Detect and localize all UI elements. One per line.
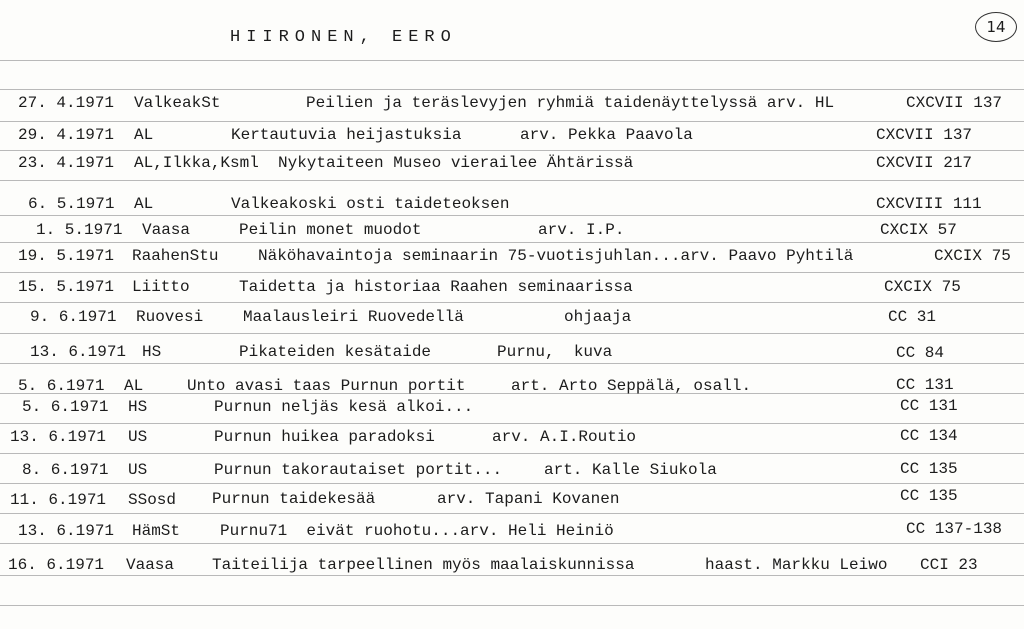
entry-ref: CXCIX 75 bbox=[934, 247, 1011, 265]
entry-author: art. Arto Seppälä, osall. bbox=[511, 377, 752, 395]
entry-source: RaahenStu bbox=[132, 247, 219, 265]
entry-ref: CC 84 bbox=[896, 344, 945, 362]
entry-date: 23. 4.1971 bbox=[18, 154, 115, 172]
entry-ref: CC 134 bbox=[900, 427, 958, 445]
entry-date: 13. 6.1971 bbox=[10, 428, 107, 446]
entry-source: SSosd bbox=[128, 491, 177, 509]
entry-date: 5. 6.1971 bbox=[22, 398, 109, 416]
entry-source: AL bbox=[124, 377, 144, 395]
entry-title: Purnun takorautaiset portit... bbox=[214, 461, 503, 479]
entry-title: Valkeakoski osti taideteoksen bbox=[231, 195, 510, 213]
entry-title: Peilin monet muodot bbox=[239, 221, 422, 239]
ruled-line bbox=[0, 605, 1024, 606]
entry-source: US bbox=[128, 428, 148, 446]
ruled-line bbox=[0, 333, 1024, 334]
entry-date: 15. 5.1971 bbox=[18, 278, 115, 296]
entry-title: Pikateiden kesätaide bbox=[239, 343, 432, 361]
entry-title: Purnun taidekesää bbox=[212, 490, 376, 508]
entry-date: 9. 6.1971 bbox=[30, 308, 117, 326]
entry-title: Maalausleiri Ruovedellä bbox=[243, 308, 464, 326]
entry-date: 1. 5.1971 bbox=[36, 221, 123, 239]
ruled-line bbox=[0, 363, 1024, 364]
entry-source: AL,Ilkka,Ksml bbox=[134, 154, 259, 172]
entry-ref: CXCIX 57 bbox=[880, 221, 957, 239]
entry-ref: CC 31 bbox=[888, 308, 937, 326]
entry-author: arv. Pekka Paavola bbox=[520, 126, 693, 144]
entry-title: Kertautuvia heijastuksia bbox=[231, 126, 462, 144]
entry-ref: CC 135 bbox=[900, 460, 958, 478]
entry-source: Ruovesi bbox=[136, 308, 204, 326]
entry-title: Unto avasi taas Purnun portit bbox=[187, 377, 466, 395]
entry-date: 11. 6.1971 bbox=[10, 491, 107, 509]
ruled-line bbox=[0, 575, 1024, 576]
entry-date: 6. 5.1971 bbox=[28, 195, 115, 213]
entry-ref: CXCVII 137 bbox=[876, 126, 973, 144]
entry-date: 13. 6.1971 bbox=[30, 343, 127, 361]
ruled-line bbox=[0, 242, 1024, 243]
ruled-line bbox=[0, 272, 1024, 273]
entry-source: Vaasa bbox=[126, 556, 175, 574]
entry-ref: CXCIX 75 bbox=[884, 278, 961, 296]
entry-author: arv. Tapani Kovanen bbox=[437, 490, 620, 508]
entry-source: HS bbox=[142, 343, 162, 361]
entry-author: arv. A.I.Routio bbox=[492, 428, 637, 446]
entry-date: 19. 5.1971 bbox=[18, 247, 115, 265]
ruled-line bbox=[0, 483, 1024, 484]
ruled-line bbox=[0, 60, 1024, 61]
entry-ref: CXCVIII 111 bbox=[876, 195, 982, 213]
entry-date: 8. 6.1971 bbox=[22, 461, 109, 479]
entry-ref: CXCVII 217 bbox=[876, 154, 973, 172]
card-title: HIIRONEN, EERO bbox=[230, 28, 457, 47]
entry-source: HS bbox=[128, 398, 148, 416]
entry-author: art. Kalle Siukola bbox=[544, 461, 717, 479]
entry-ref: CXCVII 137 bbox=[906, 94, 1003, 112]
entry-ref: CCI 23 bbox=[920, 556, 978, 574]
ruled-line bbox=[0, 543, 1024, 544]
ruled-line bbox=[0, 513, 1024, 514]
entry-ref: CC 137-138 bbox=[906, 520, 1003, 538]
entry-ref: CC 131 bbox=[896, 376, 954, 394]
ruled-line bbox=[0, 121, 1024, 122]
entry-ref: CC 131 bbox=[900, 397, 958, 415]
entry-title: Taiteilija tarpeellinen myös maalaiskunnissa bbox=[212, 556, 635, 574]
entry-title: Peilien ja teräslevyjen ryhmiä taidenäyttelyssä arv. HL bbox=[306, 94, 835, 112]
ruled-line bbox=[0, 453, 1024, 454]
ruled-line bbox=[0, 302, 1024, 303]
entry-author: arv. I.P. bbox=[538, 221, 625, 239]
ruled-line bbox=[0, 423, 1024, 424]
entry-title: Nykytaiteen Museo vierailee Ähtärissä bbox=[278, 154, 634, 172]
entry-author: ohjaaja bbox=[564, 308, 632, 326]
entry-author: Purnu, kuva bbox=[497, 343, 613, 361]
entry-source: ValkeakSt bbox=[134, 94, 221, 112]
entry-source: Liitto bbox=[132, 278, 190, 296]
entry-title: Purnun huikea paradoksi bbox=[214, 428, 435, 446]
entry-date: 29. 4.1971 bbox=[18, 126, 115, 144]
entry-source: Vaasa bbox=[142, 221, 191, 239]
entry-source: HämSt bbox=[132, 522, 181, 540]
ruled-line bbox=[0, 150, 1024, 151]
entry-source: US bbox=[128, 461, 148, 479]
entry-author: haast. Markku Leiwo bbox=[705, 556, 888, 574]
ruled-line bbox=[0, 89, 1024, 90]
entry-title: Purnu71 eivät ruohotu...arv. Heli Heiniö bbox=[220, 522, 614, 540]
entry-date: 5. 6.1971 bbox=[18, 377, 105, 395]
entry-title: Taidetta ja historiaa Raahen seminaarissa bbox=[239, 278, 633, 296]
entry-title: Näköhavaintoja seminaarin 75-vuotisjuhlan...arv. Paavo Pyhtilä bbox=[258, 247, 854, 265]
entry-source: AL bbox=[134, 126, 154, 144]
entry-source: AL bbox=[134, 195, 154, 213]
entry-title: Purnun neljäs kesä alkoi... bbox=[214, 398, 474, 416]
page-number-stamp: 14 bbox=[975, 12, 1017, 42]
entry-date: 16. 6.1971 bbox=[8, 556, 105, 574]
entry-ref: CC 135 bbox=[900, 487, 958, 505]
entry-date: 13. 6.1971 bbox=[18, 522, 115, 540]
ruled-line bbox=[0, 215, 1024, 216]
entry-date: 27. 4.1971 bbox=[18, 94, 115, 112]
ruled-line bbox=[0, 180, 1024, 181]
